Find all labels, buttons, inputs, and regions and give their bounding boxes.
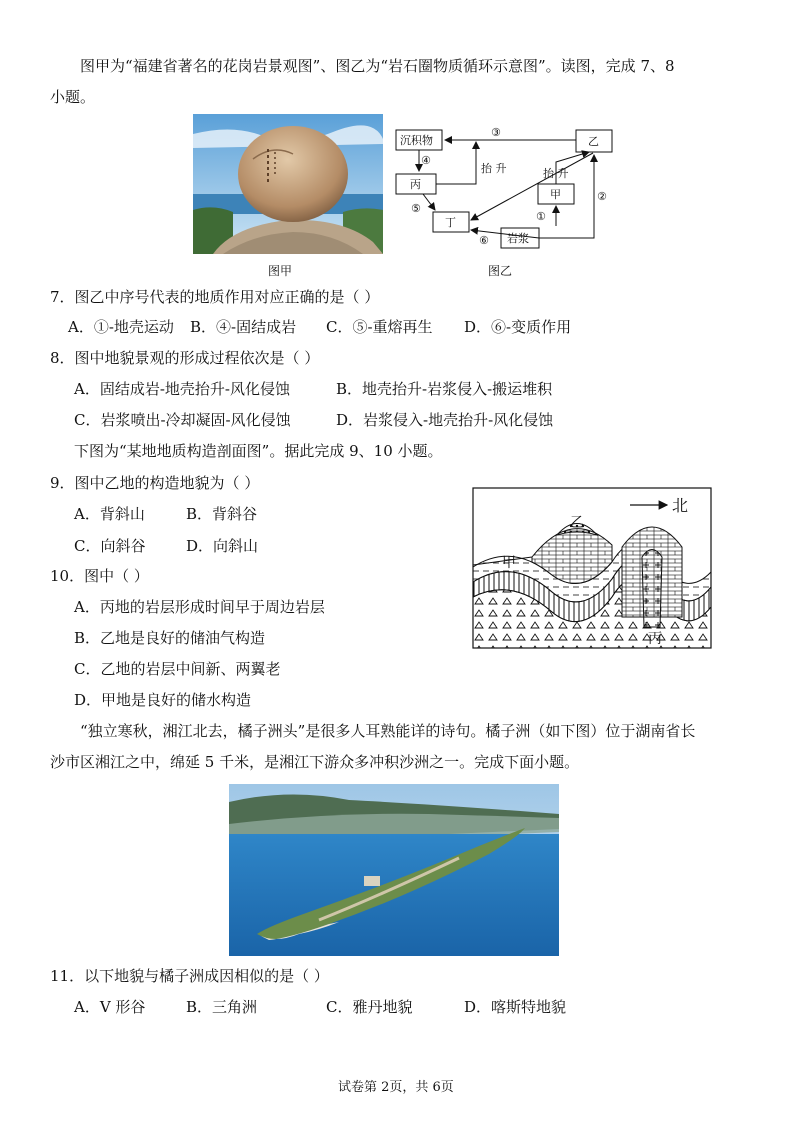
q11-option-d[interactable]: D．喀斯特地貌 bbox=[464, 998, 567, 1016]
q7-stem: 7．图乙中序号代表的地质作用对应正确的是（ ） bbox=[50, 288, 380, 306]
label-uplift-2: 抬 升 bbox=[543, 167, 569, 180]
section-label-yi: 乙 bbox=[570, 515, 584, 531]
q8-option-c[interactable]: C．岩浆喷出-冷却凝固-风化侵蚀 bbox=[74, 411, 291, 429]
q9-stem: 9．图中乙地的构造地貌为（ ） bbox=[50, 474, 260, 492]
q10-stem: 10．图中（ ） bbox=[50, 567, 149, 585]
label-jia: 甲 bbox=[550, 188, 561, 201]
q10-option-b[interactable]: B．乙地是良好的储油气构造 bbox=[74, 629, 266, 647]
label-uplift-1: 抬 升 bbox=[481, 162, 507, 175]
geologic-section-diagram bbox=[472, 487, 712, 649]
intro-3-line-1: “独立寒秋，湘江北去，橘子洲头”是很多人耳熟能详的诗句。橘子洲（如下图）位于湖南省长 bbox=[80, 722, 696, 740]
q10-option-c[interactable]: C．乙地的岩层中间新、两翼老 bbox=[74, 660, 281, 678]
q9-option-b[interactable]: B．背斜谷 bbox=[186, 505, 258, 523]
label-n4: ④ bbox=[421, 154, 431, 167]
section-label-bing: 丙 bbox=[648, 631, 662, 647]
intro-2: 下图为“某地地质构造剖面图”。据此完成 9、10 小题。 bbox=[74, 442, 443, 460]
label-n6: ⑥ bbox=[479, 234, 489, 247]
label-n5: ⑤ bbox=[411, 202, 421, 215]
label-ding: 丁 bbox=[445, 216, 456, 229]
q11-option-b[interactable]: B．三角洲 bbox=[186, 998, 258, 1016]
q11-option-c[interactable]: C．雅丹地貌 bbox=[326, 998, 413, 1016]
figure-yi-caption: 图乙 bbox=[488, 264, 513, 278]
figure-jia-caption: 图甲 bbox=[268, 264, 293, 278]
label-n3: ③ bbox=[491, 126, 501, 139]
rock-cycle-diagram bbox=[393, 122, 623, 252]
q11-option-a[interactable]: A．V 形谷 bbox=[74, 998, 146, 1016]
q9-option-a[interactable]: A．背斜山 bbox=[74, 505, 145, 523]
label-n2: ② bbox=[597, 190, 607, 203]
q10-option-d[interactable]: D．甲地是良好的储水构造 bbox=[74, 691, 252, 709]
q7-option-b[interactable]: B．④-固结成岩 bbox=[190, 318, 297, 336]
label-yi: 乙 bbox=[588, 135, 599, 148]
label-n1: ① bbox=[536, 210, 546, 223]
label-magma: 岩浆 bbox=[507, 232, 529, 245]
page-footer: 试卷第 2页，共 6页 bbox=[338, 1080, 454, 1095]
label-bing: 丙 bbox=[410, 178, 421, 191]
q7-option-c[interactable]: C．⑤-重熔再生 bbox=[326, 318, 433, 336]
label-sediment: 沉积物 bbox=[400, 134, 433, 147]
intro-3-line-2: 沙市区湘江之中，绵延 5 千米，是湘江下游众多冲积沙洲之一。完成下面小题。 bbox=[50, 753, 580, 771]
q8-option-a[interactable]: A．固结成岩-地壳抬升-风化侵蚀 bbox=[74, 380, 290, 398]
island-photo bbox=[229, 784, 559, 956]
north-label: 北 bbox=[672, 496, 689, 515]
q8-stem: 8．图中地貌景观的形成过程依次是（ ） bbox=[50, 349, 320, 367]
granite-photo bbox=[193, 114, 383, 254]
q7-option-a[interactable]: A．①-地壳运动 bbox=[68, 318, 174, 336]
q10-option-a[interactable]: A．丙地的岩层形成时间早于周边岩层 bbox=[74, 598, 325, 616]
intro-line-2: 小题。 bbox=[50, 88, 96, 106]
section-label-jia: 甲 bbox=[502, 555, 516, 571]
q9-option-c[interactable]: C．向斜谷 bbox=[74, 537, 146, 555]
q8-option-d[interactable]: D．岩浆侵入-地壳抬升-风化侵蚀 bbox=[336, 411, 554, 429]
intro-line-1: 图甲为“福建省著名的花岗岩景观图”、图乙为“岩石圈物质循环示意图”。读图，完成 7、8 bbox=[80, 57, 675, 75]
q8-option-b[interactable]: B．地壳抬升-岩浆侵入-搬运堆积 bbox=[336, 380, 553, 398]
q7-option-d[interactable]: D．⑥-变质作用 bbox=[464, 318, 572, 336]
q11-stem: 11．以下地貌与橘子洲成因相似的是（ ） bbox=[50, 967, 329, 985]
q9-option-d[interactable]: D．向斜山 bbox=[186, 537, 259, 555]
